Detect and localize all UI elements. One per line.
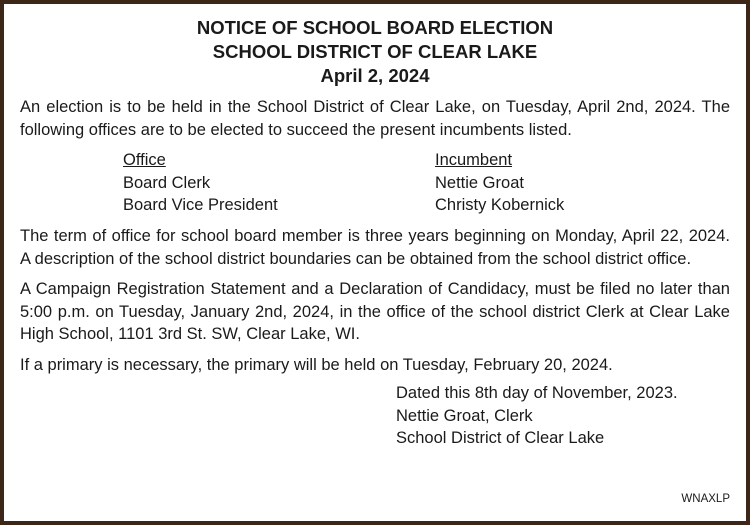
signature-date: Dated this 8th day of November, 2023. <box>396 384 678 402</box>
publication-code: WNAXLP <box>681 493 730 505</box>
office-header: Office <box>123 151 166 169</box>
title-line-2: SCHOOL DISTRICT OF CLEAR LAKE <box>212 41 538 62</box>
incumbent-column <box>435 149 564 217</box>
signature-name: Nettie Groat, Clerk <box>396 406 533 425</box>
office-column <box>123 149 278 217</box>
incumbent-cell: Nettie Groat <box>435 173 524 192</box>
notice-title <box>20 16 730 88</box>
incumbent-header: Incumbent <box>435 151 513 169</box>
notice-body <box>20 16 730 450</box>
title-line-1: NOTICE OF SCHOOL BOARD ELECTION <box>196 17 554 38</box>
filing-paragraph: A Campaign Registration Statement and a Declaration of Candidacy, must be filed no later than 5:00 p.m. on Tuesday, January 2nd, 2024, in the office of the school district Clerk at Clear Lake High School, 1101 3rd St. SW, Clear Lake, WI. <box>20 280 730 343</box>
intro-paragraph: An election is to be held in the School District of Clear Lake, on Tuesday, April 2nd, 2024. The following offices are to be elected to succeed the present incumbents listed. <box>20 98 730 139</box>
office-cell: Board Clerk <box>123 173 211 192</box>
primary-paragraph: If a primary is necessary, the primary will be held on Tuesday, February 20, 2024. <box>20 355 613 374</box>
office-cell: Board Vice President <box>123 196 278 214</box>
title-line-3: April 2, 2024 <box>320 65 430 86</box>
term-paragraph: The term of office for school board member is three years beginning on Monday, April 22, 2024. A description of the school district boundaries can be obtained from the school district office. <box>20 227 730 268</box>
signature-block <box>396 382 730 450</box>
incumbent-cell: Christy Kobernick <box>435 196 565 214</box>
offices-table <box>20 149 730 217</box>
signature-org: School District of Clear Lake <box>396 429 605 447</box>
